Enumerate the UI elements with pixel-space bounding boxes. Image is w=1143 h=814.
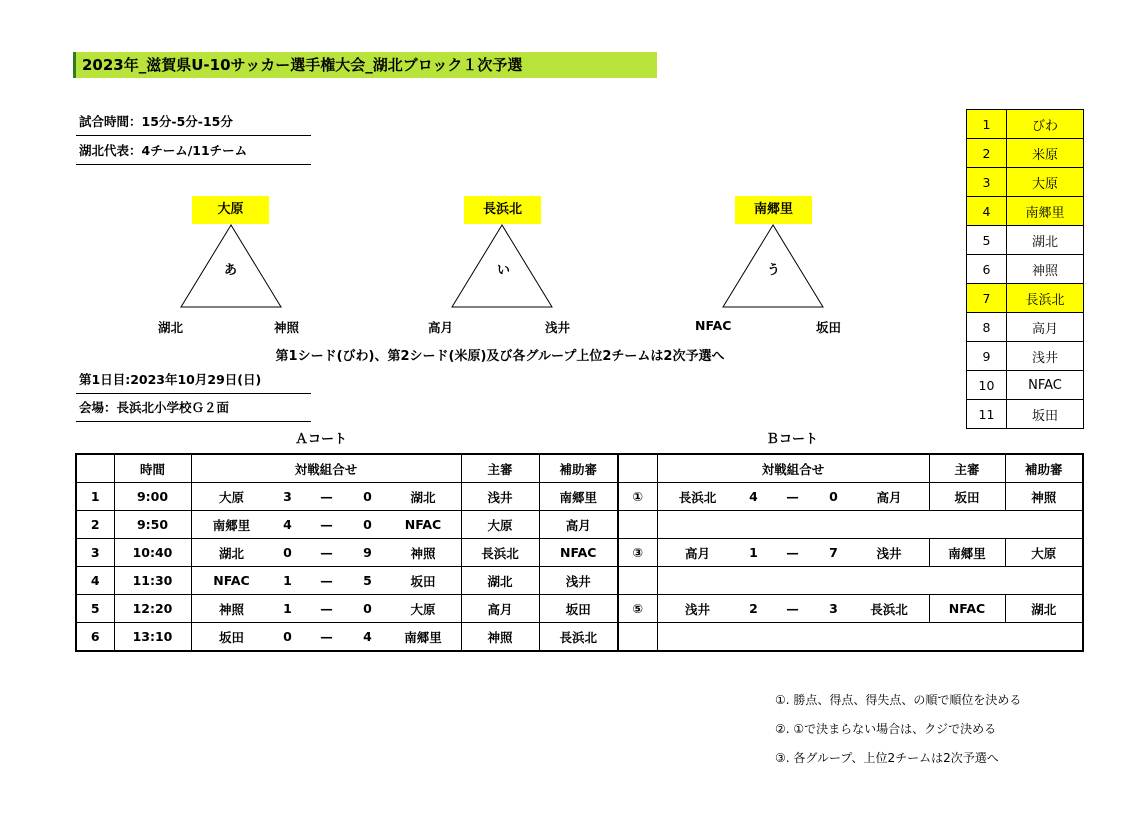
a-court-match <box>191 483 461 511</box>
b-match-number-empty <box>618 511 657 539</box>
away-team: 長浜北 <box>870 601 908 617</box>
away-team: 浅井 <box>876 545 902 561</box>
b-court-match <box>657 539 929 567</box>
group-a-left-team: 湖北 <box>158 320 184 335</box>
team-row <box>967 371 1084 400</box>
score-dash: — <box>320 629 333 644</box>
team-name: 米原 <box>1007 139 1084 168</box>
away-team: 高月 <box>876 489 902 505</box>
match-number: 3 <box>76 539 114 567</box>
match-number: 1 <box>76 483 114 511</box>
home-score: 1 <box>749 545 758 560</box>
home-score: 1 <box>283 573 292 588</box>
a-court-referee: 長浜北 <box>461 539 539 567</box>
a-court-assistant: 浅井 <box>539 567 618 595</box>
team-row <box>967 313 1084 342</box>
rule-2: ②. ①で決まらない場合は、クジで決める <box>775 722 997 736</box>
representatives: 湖北代表：4チーム/11チーム <box>76 140 311 165</box>
b-court-assistant: 湖北 <box>1005 595 1083 623</box>
b-match-number-empty <box>618 567 657 595</box>
home-team: 南郷里 <box>212 517 251 533</box>
away-score: 0 <box>829 489 838 504</box>
team-name: NFAC <box>1007 371 1084 400</box>
b-match-number: ⑤ <box>618 595 657 623</box>
home-score: 0 <box>283 545 292 560</box>
team-number: 8 <box>967 313 1007 342</box>
home-team: 湖北 <box>218 545 244 561</box>
group-u-letter: う <box>767 263 781 278</box>
home-team: 高月 <box>684 545 710 561</box>
score-dash: — <box>320 573 333 588</box>
away-score: 0 <box>363 489 372 504</box>
rule-1: ①. 勝点、得点、得失点、の順で順位を決める <box>775 693 1022 707</box>
group-a-right-team: 神照 <box>274 320 300 335</box>
schedule-row <box>76 567 1083 595</box>
team-number: 1 <box>967 110 1007 139</box>
header-assistant-a: 補助審 <box>539 454 618 483</box>
a-court-match <box>191 511 461 539</box>
team-row <box>967 197 1084 226</box>
b-match-number: ③ <box>618 539 657 567</box>
home-score: 3 <box>283 489 292 504</box>
team-number: 11 <box>967 400 1007 429</box>
home-score: 2 <box>749 601 758 616</box>
team-row <box>967 110 1084 139</box>
team-number: 5 <box>967 226 1007 255</box>
schedule-row <box>76 539 1083 567</box>
home-team: 坂田 <box>218 629 244 645</box>
team-number: 7 <box>967 284 1007 313</box>
a-court-match <box>191 567 461 595</box>
away-team: 坂田 <box>410 573 436 589</box>
b-court-empty <box>657 511 1083 539</box>
rule-3: ③. 各グループ、上位2チームは2次予選へ <box>775 751 999 765</box>
group-u-header: 南郷里 <box>735 196 812 224</box>
team-number: 6 <box>967 255 1007 284</box>
header-match-b: 対戦組合せ <box>657 454 929 483</box>
score-dash: — <box>320 601 333 616</box>
group-a-letter: あ <box>224 263 238 278</box>
header-time: 時間 <box>114 454 191 483</box>
score-dash: — <box>786 489 799 504</box>
team-name: びわ <box>1007 110 1084 139</box>
match-time: 13:10 <box>114 623 191 652</box>
header-referee-b: 主審 <box>929 454 1005 483</box>
away-score: 9 <box>363 545 372 560</box>
schedule-row <box>76 483 1083 511</box>
match-day: 第1日目:2023年10月29日(日) <box>76 369 311 394</box>
b-court-match <box>657 595 929 623</box>
a-court-assistant: NFAC <box>539 539 618 567</box>
match-time: 12:20 <box>114 595 191 623</box>
page-title: 2023年_滋賀県U-10サッカー選手権大会_湖北ブロック１次予選 <box>73 52 657 78</box>
team-name: 高月 <box>1007 313 1084 342</box>
away-score: 5 <box>363 573 372 588</box>
match-number: 2 <box>76 511 114 539</box>
a-court-referee: 浅井 <box>461 483 539 511</box>
score-dash: — <box>320 517 333 532</box>
schedule-row <box>76 511 1083 539</box>
team-row <box>967 342 1084 371</box>
schedule-row <box>76 595 1083 623</box>
a-court-match <box>191 623 461 652</box>
away-score: 0 <box>363 517 372 532</box>
home-score: 1 <box>283 601 292 616</box>
team-name: 南郷里 <box>1007 197 1084 226</box>
a-court-match <box>191 595 461 623</box>
a-court-assistant: 長浜北 <box>539 623 618 652</box>
match-time: 11:30 <box>114 567 191 595</box>
a-court-match <box>191 539 461 567</box>
team-row <box>967 139 1084 168</box>
team-name: 坂田 <box>1007 400 1084 429</box>
team-name: 長浜北 <box>1007 284 1084 313</box>
schedule-table <box>75 453 1084 652</box>
match-number: 6 <box>76 623 114 652</box>
away-team: 湖北 <box>410 489 436 505</box>
match-number: 4 <box>76 567 114 595</box>
seed-note: 第1シード(びわ)、第2シード(米原)及び各グループ上位2チームは2次予選へ <box>275 349 725 364</box>
team-row <box>967 255 1084 284</box>
team-name: 浅井 <box>1007 342 1084 371</box>
team-list <box>966 109 1084 429</box>
a-court-assistant: 高月 <box>539 511 618 539</box>
team-number: 2 <box>967 139 1007 168</box>
team-number: 4 <box>967 197 1007 226</box>
header-match-a: 対戦組合せ <box>191 454 461 483</box>
score-dash: — <box>320 545 333 560</box>
b-match-number: ① <box>618 483 657 511</box>
match-time: 10:40 <box>114 539 191 567</box>
home-team: 神照 <box>218 601 244 617</box>
b-court-referee: NFAC <box>929 595 1005 623</box>
a-court-label: Ａコート <box>295 432 348 447</box>
away-team: NFAC <box>404 517 442 532</box>
team-row <box>967 400 1084 429</box>
a-court-referee: 湖北 <box>461 567 539 595</box>
group-u-left-team: NFAC <box>695 318 732 333</box>
home-score: 0 <box>283 629 292 644</box>
team-number: 9 <box>967 342 1007 371</box>
away-score: 0 <box>363 601 372 616</box>
match-number: 5 <box>76 595 114 623</box>
a-court-referee: 高月 <box>461 595 539 623</box>
away-score: 3 <box>829 601 838 616</box>
b-court-referee: 南郷里 <box>929 539 1005 567</box>
away-score: 4 <box>363 629 372 644</box>
score-dash: — <box>786 601 799 616</box>
away-team: 神照 <box>410 545 436 561</box>
a-court-assistant: 南郷里 <box>539 483 618 511</box>
b-court-assistant: 神照 <box>1005 483 1083 511</box>
home-team: 長浜北 <box>678 489 717 505</box>
group-i-right-team: 浅井 <box>545 320 571 335</box>
b-match-number-empty <box>618 623 657 652</box>
home-team: NFAC <box>213 573 250 588</box>
team-number: 10 <box>967 371 1007 400</box>
home-team: 浅井 <box>684 601 710 617</box>
team-row <box>967 226 1084 255</box>
group-i-header: 長浜北 <box>464 196 541 224</box>
team-number: 3 <box>967 168 1007 197</box>
group-u-right-team: 坂田 <box>816 320 842 335</box>
away-team: 大原 <box>410 601 436 617</box>
header-referee-a: 主審 <box>461 454 539 483</box>
group-a-header: 大原 <box>192 196 269 224</box>
b-court-assistant: 大原 <box>1005 539 1083 567</box>
schedule-row <box>76 623 1083 652</box>
team-row <box>967 284 1084 313</box>
a-court-referee: 大原 <box>461 511 539 539</box>
b-court-empty <box>657 567 1083 595</box>
b-court-referee: 坂田 <box>929 483 1005 511</box>
schedule-header-row <box>76 454 1083 483</box>
a-court-referee: 神照 <box>461 623 539 652</box>
team-row <box>967 168 1084 197</box>
away-score: 7 <box>829 545 838 560</box>
team-name: 大原 <box>1007 168 1084 197</box>
header-blank-a <box>76 454 114 483</box>
score-dash: — <box>320 489 333 504</box>
a-court-assistant: 坂田 <box>539 595 618 623</box>
away-team: 南郷里 <box>404 629 442 645</box>
match-time: 試合時間：15分-5分-15分 <box>76 111 311 136</box>
venue: 会場：長浜北小学校Ｇ２面 <box>76 397 311 422</box>
team-name: 湖北 <box>1007 226 1084 255</box>
header-assistant-b: 補助審 <box>1005 454 1083 483</box>
b-court-match <box>657 483 929 511</box>
match-time: 9:50 <box>114 511 191 539</box>
group-i-letter: い <box>497 263 511 278</box>
match-time: 9:00 <box>114 483 191 511</box>
home-score: 4 <box>749 489 758 504</box>
group-i-left-team: 高月 <box>428 320 454 335</box>
b-court-label: Ｂコート <box>766 432 819 447</box>
team-name: 神照 <box>1007 255 1084 284</box>
header-blank-b <box>618 454 657 483</box>
home-score: 4 <box>283 517 292 532</box>
home-team: 大原 <box>218 489 244 505</box>
b-court-empty <box>657 623 1083 652</box>
score-dash: — <box>786 545 799 560</box>
